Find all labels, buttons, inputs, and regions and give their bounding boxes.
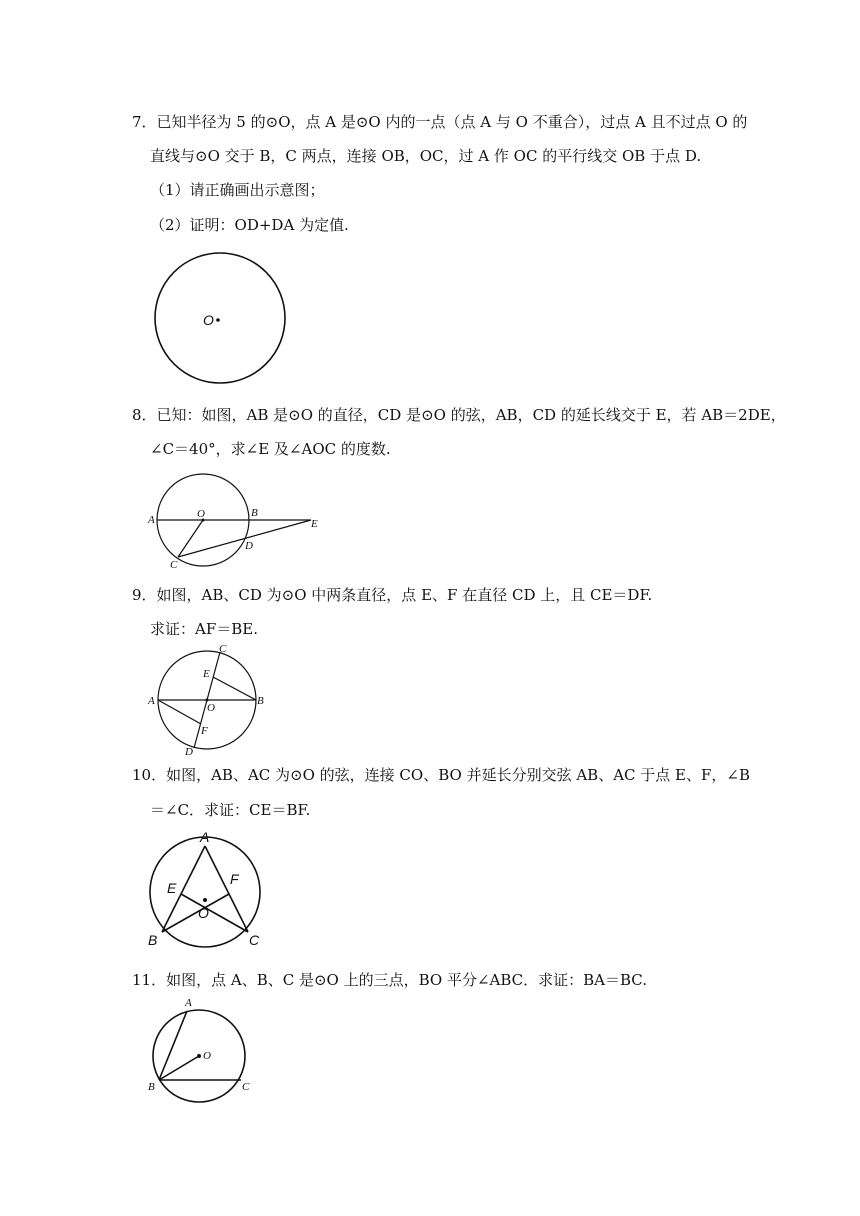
- segment-be: [213, 677, 256, 700]
- label-b: B: [148, 1081, 155, 1093]
- center-point: [216, 318, 220, 322]
- label-o: O: [203, 312, 214, 328]
- label-f: F: [201, 725, 208, 737]
- problem-7-part-1: （1）请正确画出示意图；: [150, 181, 325, 199]
- problem-7-line-1: 7．已知半径为 5 的⊙O，点 A 是⊙O 内的一点（点 A 与 O 不重合），过点 A 且不过点 O 的: [132, 113, 748, 131]
- label-e: E: [311, 518, 318, 530]
- label-e: E: [167, 880, 177, 896]
- label-a: A: [185, 997, 192, 1009]
- label-a: A: [148, 695, 155, 707]
- problem-8-figure: [145, 470, 335, 570]
- label-c: C: [249, 932, 260, 948]
- label-c: C: [219, 643, 227, 655]
- problem-10-line-1: 10．如图，AB、AC 为⊙O 的弦，连接 CO、BO 并延长分别交弦 AB、AC 于点 E、F，∠B: [132, 766, 750, 784]
- label-c: C: [242, 1081, 250, 1093]
- chord-ba: [159, 1011, 187, 1080]
- problem-9-line-2: 求证：AF＝BE.: [150, 620, 258, 638]
- center-point: [203, 898, 207, 902]
- label-o: O: [198, 905, 209, 921]
- label-b: B: [257, 695, 264, 707]
- problem-7-line-2: 直线与⊙O 交于 B，C 两点，连接 OB，OC，过 A 作 OC 的平行线交 OB 于点 D.: [150, 147, 702, 165]
- problem-11-line-1: 11．如图，点 A、B、C 是⊙O 上的三点，BO 平分∠ABC．求证：BA＝BC.: [132, 971, 648, 989]
- problem-8-line-2: ∠C＝40°，求∠E 及∠AOC 的度数.: [150, 440, 391, 458]
- problem-10-line-2: ＝∠C．求证：CE＝BF.: [150, 801, 311, 819]
- label-e: E: [203, 668, 210, 680]
- problem-9-figure: [145, 642, 275, 760]
- label-b: B: [148, 932, 158, 948]
- center-point: [197, 1054, 201, 1058]
- problem-7-figure: [150, 250, 290, 390]
- problem-7-part-2: （2）证明：OD+DA 为定值.: [150, 216, 349, 234]
- label-d: D: [185, 746, 193, 758]
- label-o: O: [197, 508, 205, 520]
- circle-o: [155, 253, 285, 383]
- label-o: O: [203, 1050, 211, 1062]
- segment-bo: [159, 1056, 199, 1080]
- segment-af: [158, 700, 201, 724]
- label-f: F: [230, 871, 239, 887]
- label-o: O: [207, 702, 215, 714]
- label-a: A: [148, 514, 155, 526]
- problem-8-line-1: 8．已知：如图，AB 是⊙O 的直径，CD 是⊙O 的弦，AB，CD 的延长线交于 E，若 AB＝2DE，: [132, 406, 786, 424]
- label-b: B: [251, 507, 258, 519]
- problem-11-figure: [145, 994, 265, 1104]
- problem-9-line-1: 9．如图，AB、CD 为⊙O 中两条直径，点 E、F 在直径 CD 上，且 CE＝DF.: [132, 586, 653, 604]
- problem-10-figure: [145, 828, 275, 952]
- label-c: C: [170, 559, 178, 571]
- label-d: D: [245, 540, 253, 552]
- label-a: A: [200, 829, 210, 845]
